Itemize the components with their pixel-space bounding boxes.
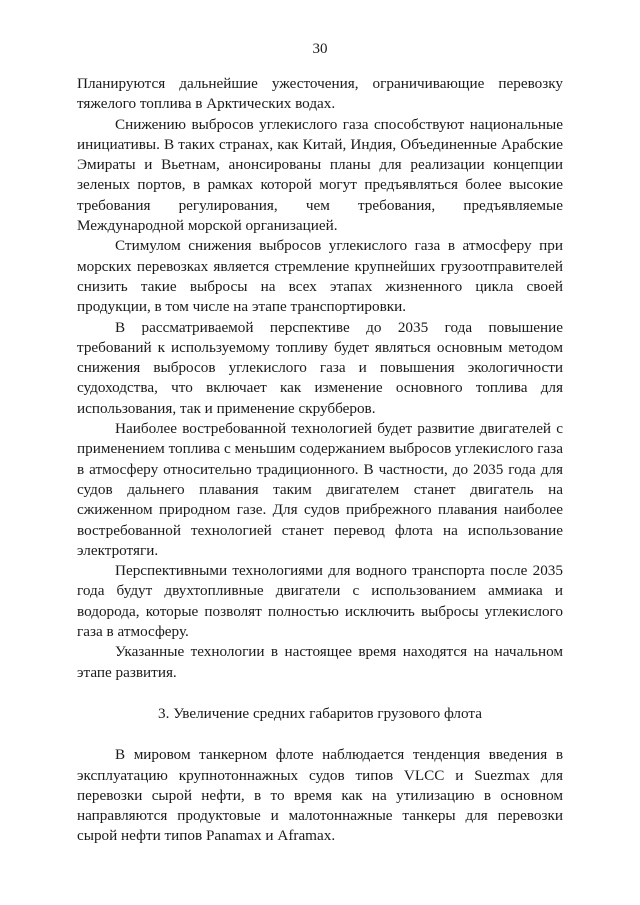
- paragraph-heavy-fuel-restrictions: Планируются дальнейшие ужесточения, ограничивающие перевозку тяжелого топлива в Арктических водах.: [77, 75, 563, 113]
- paragraph-national-initiatives: Снижению выбросов углекислого газа способствуют национальные инициативы. В таких странах, как Китай, Индия, Объединенные Арабские Эмираты и Вьетнам, анонсированы планы для реализации концепции зеленых портов, в рамках которой могут предъявляться более высокие требования регулирования, чем требования, предъявляемые Международной морской организацией.: [77, 115, 563, 235]
- paragraph-dual-fuel-engines: Перспективными технологиями для водного транспорта после 2035 года будут двухтопливные двигатели с использованием аммиака и водорода, которые позволят полностью исключить выбросы углекислого газа в атмосферу.: [77, 562, 563, 641]
- paragraph-tanker-fleet: В мировом танкерном флоте наблюдается тенденция введения в эксплуатацию крупнотоннажных судов типов VLCC и Suezmax для перевозки сырой нефти, в то время как на утилизацию в основном направляются продуктовые и малотоннажные танкеры для перевозки сырой нефти типов Panamax и Aframax.: [77, 746, 563, 845]
- paragraph-shipper-incentive: Стимулом снижения выбросов углекислого газа в атмосферу при морских перевозках является стремление крупнейших грузоотправителей снизить такие выбросы на всех этапах жизненного цикла своей продукции, в том числе на этапе транспортировки.: [77, 237, 563, 316]
- paragraph-fuel-requirements: В рассматриваемой перспективе до 2035 года повышение требований к используемому топливу будет являться основным методом снижения выбросов углекислого газа и повышения экологичности судоходства, что включает как изменение основного топлива для использования, так и применение скрубберов.: [77, 318, 563, 417]
- document-body: [77, 74, 563, 847]
- paragraph-engine-technology: Наиболее востребованной технологией будет развитие двигателей с применением топлива с меньшим содержанием выбросов углекислого газа в атмосферу относительно традиционного. В частности, до 2035 года для судов дальнего плавания таким двигателем станет двигатель на сжиженном природном газе. Для судов прибрежного плавания наиболее востребованной технологией станет перевод флота на использование электротяги.: [77, 420, 563, 559]
- paragraph-early-stage: Указанные технологии в настоящее время находятся на начальном этапе развития.: [77, 643, 563, 681]
- page-number: 30: [312, 41, 328, 57]
- section-heading: 3. Увеличение средних габаритов грузового флота: [158, 704, 482, 722]
